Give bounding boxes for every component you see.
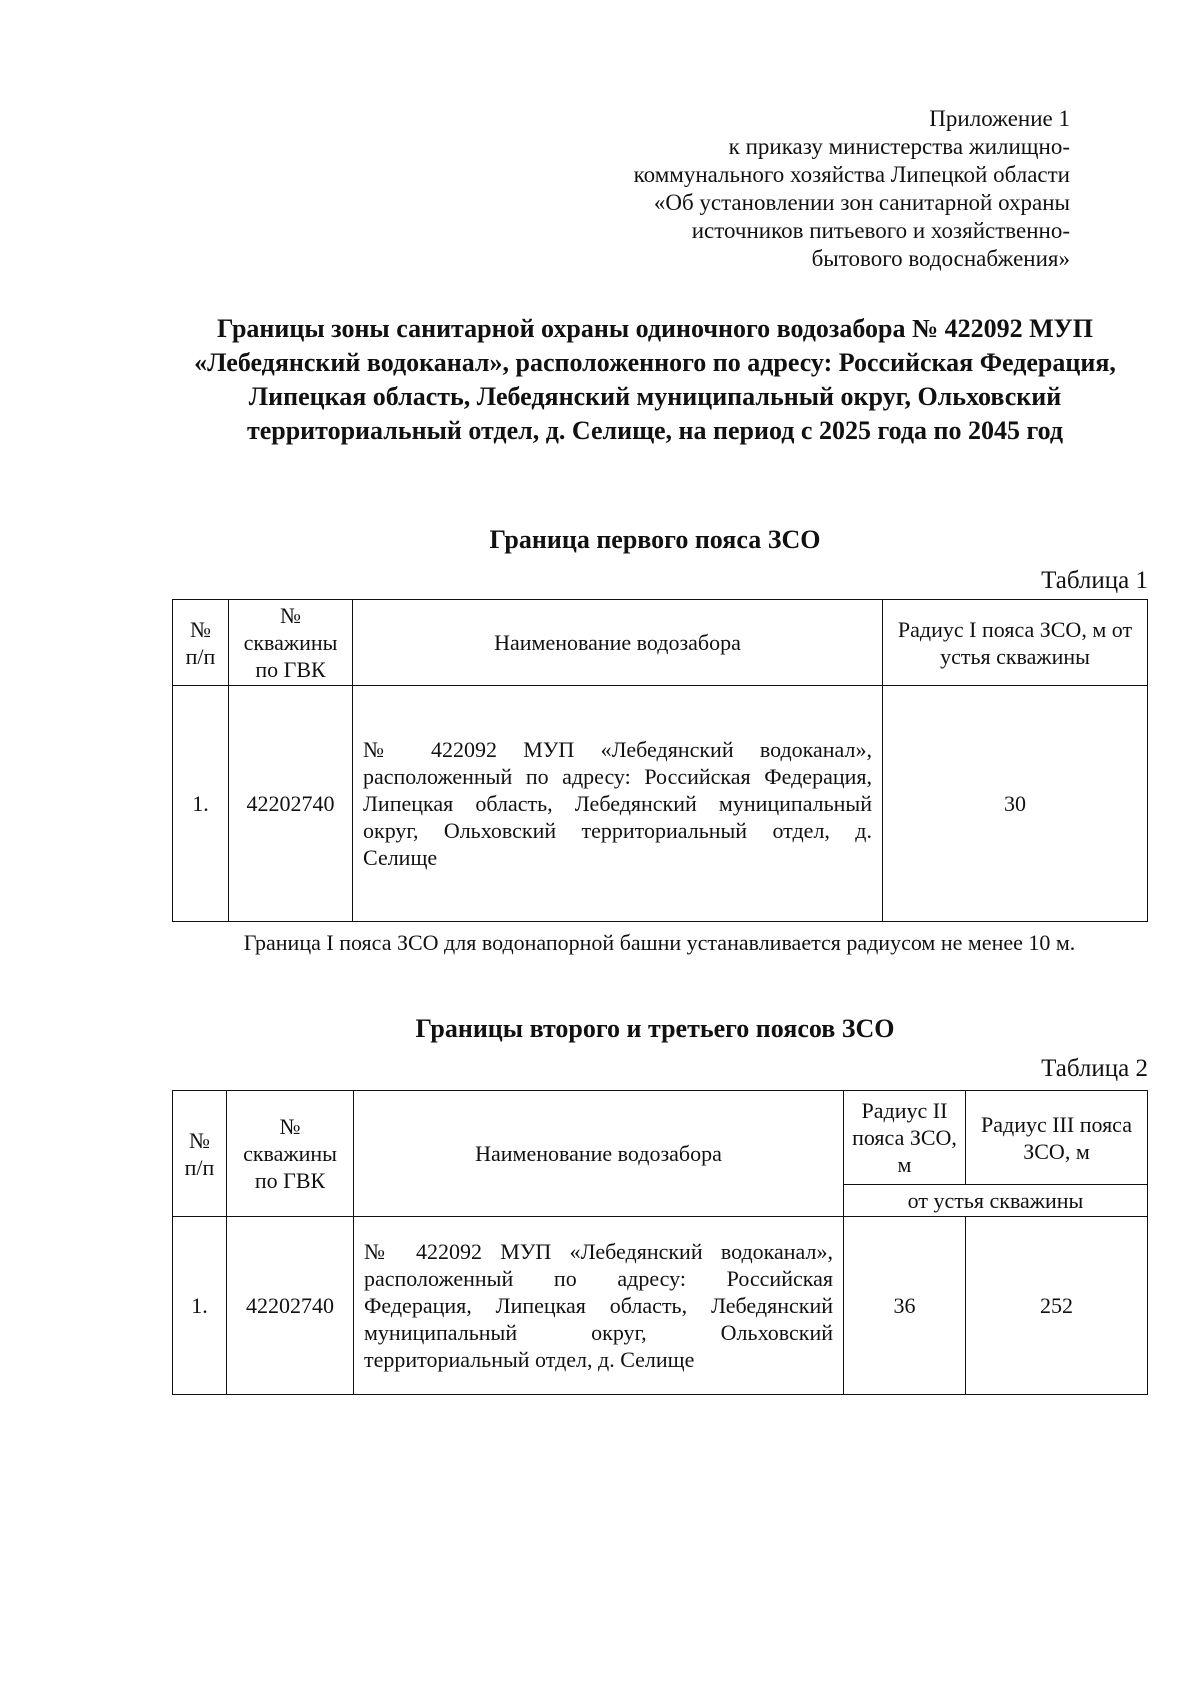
- header-radius2: Радиус II пояса ЗСО, м: [844, 1091, 966, 1185]
- table1-header-row: [173, 600, 1148, 686]
- cell-well: 42202740: [227, 1217, 354, 1395]
- section1-heading: Граница первого пояса ЗСО: [489, 525, 821, 554]
- header-num: № п/п: [173, 600, 229, 686]
- table2: [172, 1090, 1148, 1395]
- document-title: Границы зоны санитарной охраны одиночного водозабора № 422092 МУП «Лебедянский водоканал», расположенного по адресу: Российская Федерация, Липецкая область, Лебедянский муниципальный округ, Ольховский территориальный отдел, д. Селище, на период с 2025 года по 2045 год: [194, 314, 1116, 445]
- cell-radius3: 252: [966, 1217, 1148, 1395]
- header-name: Наименование водозабора: [353, 600, 883, 686]
- appendix-line: коммунального хозяйства Липецкой области: [633, 162, 1070, 187]
- section2-heading: Границы второго и третьего поясов ЗСО: [415, 1014, 895, 1043]
- cell-radius2: 36: [844, 1217, 966, 1395]
- header-radius1: Радиус I пояса ЗСО, м от устья скважины: [883, 600, 1148, 686]
- cell-well: 42202740: [229, 686, 353, 922]
- table1-caption: Таблица 1: [1041, 567, 1148, 594]
- header-well: № скважины по ГВК: [229, 600, 353, 686]
- header-radius3: Радиус III пояса ЗСО, м: [966, 1091, 1148, 1185]
- cell-num: 1.: [173, 686, 229, 922]
- appendix-line: источников питьевого и хозяйственно-: [691, 218, 1070, 243]
- table-row: [173, 686, 1148, 922]
- cell-radius1: 30: [883, 686, 1148, 922]
- cell-num: 1.: [173, 1217, 227, 1395]
- header-well: № скважины по ГВК: [227, 1091, 354, 1217]
- appendix-line: «Об установлении зон санитарной охраны: [653, 190, 1070, 215]
- cell-name: № 422092 МУП «Лебедянский водоканал», расположенный по адресу: Российская Федерация, Липецкая область, Лебедянский муниципальный округ, Ольховский территориальный отдел, д. Селище: [353, 686, 883, 922]
- cell-name: № 422092 МУП «Лебедянский водоканал», расположенный по адресу: Российская Федерация, Липецкая область, Лебедянский муниципальный округ, Ольховский территориальный отдел, д. Селище: [354, 1217, 844, 1395]
- appendix-line: к приказу министерства жилищно-: [728, 134, 1070, 159]
- header-name: Наименование водозабора: [354, 1091, 844, 1217]
- header-num: № п/п: [173, 1091, 227, 1217]
- table2-caption: Таблица 2: [1041, 1055, 1148, 1082]
- table1-note: Граница I пояса ЗСО для водонапорной башни устанавливается радиусом не менее 10 м.: [243, 930, 1076, 955]
- table2-header-row: [173, 1091, 1148, 1185]
- appendix-line: Приложение 1: [929, 106, 1070, 131]
- table-row: [173, 1217, 1148, 1395]
- table1: [172, 599, 1148, 922]
- appendix-header: [634, 105, 1070, 273]
- appendix-line: бытового водоснабжения»: [811, 246, 1070, 271]
- header-from-well: от устья скважины: [844, 1185, 1148, 1217]
